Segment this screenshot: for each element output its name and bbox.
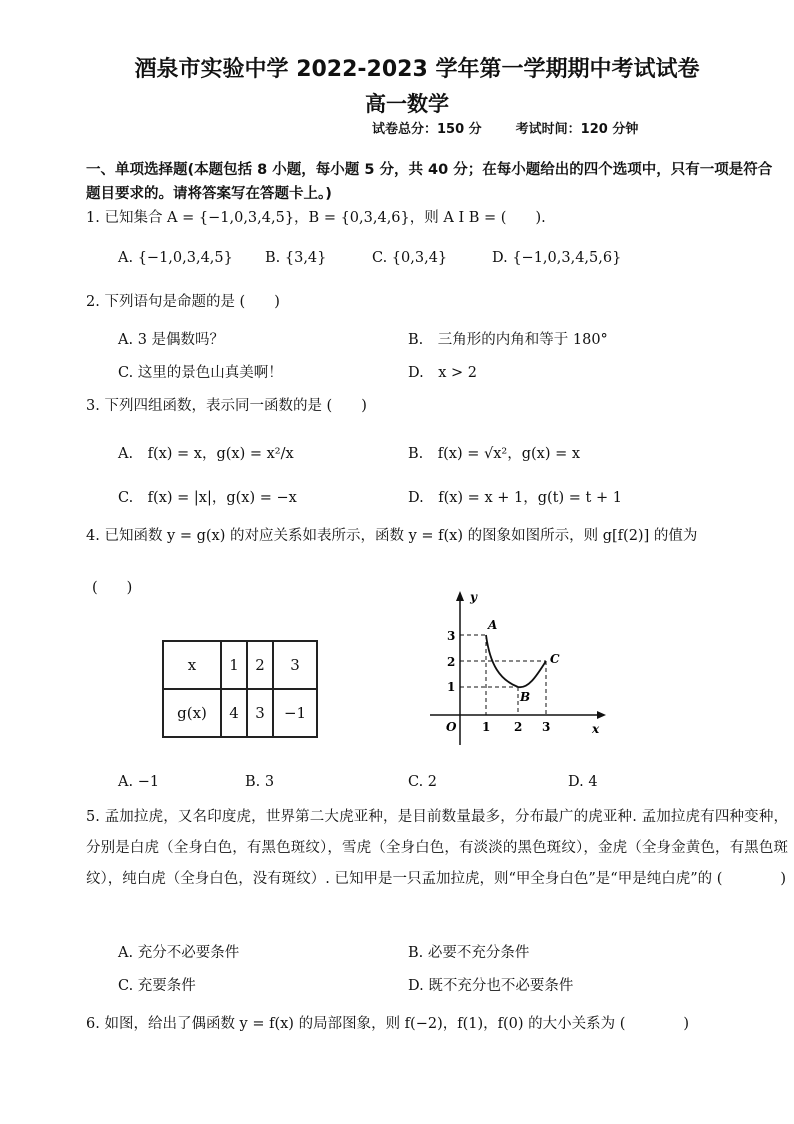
section-heading: 一、单项选择题(本题包括 8 小题，每小题 5 分，共 40 分；在每小题给出的四个选项中，只有一项是符合题目要求的。请将答案写在答题卡上。) [86,162,773,202]
table-cell: 3 [273,641,317,689]
q4-option-a: A. −1 [118,774,160,790]
q1-stem: 1. 已知集合 A = {−1,0,3,4,5}，B = {0,3,4,6}，则 A I B = ( ). [86,210,546,226]
origin-label: O [446,720,457,734]
q4-option-c: C. 2 [408,774,438,790]
y-tick-label: 3 [447,629,456,643]
exam-time: 考试时间：120 分钟 [515,122,639,137]
table-cell: 2 [247,641,273,689]
x-axis-label: x [592,722,600,736]
y-tick-label: 1 [447,680,456,694]
exam-meta [372,118,638,137]
q3-option-a: A. f(x) = x，g(x) = x²/x [118,446,294,462]
y-tick-label: 2 [447,655,456,669]
q2-stem: 2. 下列语句是命题的是 ( ) [86,294,280,310]
q1-option-b: B. {3,4} [265,250,327,266]
table-cell: 4 [221,689,247,737]
q4-option-b: B. 3 [245,774,275,790]
q3-option-d: D. f(x) = x + 1，g(t) = t + 1 [408,490,622,506]
q4-mapping-table [162,640,318,738]
point-label: B [520,690,531,704]
q5-text: 5. 孟加拉虎，又名印度虎，世界第二大虎亚种，是目前数量最多，分布最广的虎亚种. 孟加拉虎有四种变种，分别是白虎（全身白色，有黑色斑纹），雪虎（全身白色，有淡淡的黑色斑纹），金虎（全身金黄色，有黑色斑纹），纯白虎（全身白色，没有斑纹）. 已知甲是一只孟加拉虎，则“甲全身白色”是“甲是纯白虎”的 ( ) [86,809,788,887]
q4-answer-paren: ( ) [92,580,133,596]
exam-title: 酒泉市实验中学 2022-2023 学年第一学期期中考试试卷 [134,57,700,82]
point-label: A [488,618,498,632]
q1-option-d: D. {−1,0,3,4,5,6} [492,250,622,266]
table-row [163,689,317,737]
x-tick-label: 3 [542,720,551,734]
q6-stem: 6. 如图，给出了偶函数 y = f(x) 的局部图象，则 f(−2)，f(1)，f(0) 的大小关系为 ( ) [86,1016,690,1032]
y-axis-arrow [456,591,464,601]
table-cell: 3 [247,689,273,737]
q3-stem: 3. 下列四组函数，表示同一函数的是 ( ) [86,398,367,414]
table-cell: 1 [221,641,247,689]
point-label: C [550,652,560,666]
x-tick-label: 1 [482,720,491,734]
q5-option-a: A. 充分不必要条件 [118,945,240,961]
q1-option-a: A. {−1,0,3,4,5} [118,250,233,266]
q5-option-d: D. 既不充分也不必要条件 [408,978,574,994]
table-row [163,641,317,689]
q4-option-d: D. 4 [568,774,598,790]
q2-option-d: D. x > 2 [408,365,477,381]
q2-option-b: B. 三角形的内角和等于 180° [408,332,608,348]
q5-option-c: C. 充要条件 [118,978,196,994]
table-cell: g(x) [163,689,221,737]
subject-title: 高一数学 [365,92,449,116]
q1-option-c: C. {0,3,4} [372,250,448,266]
total-score: 试卷总分：150 分 [372,122,482,137]
x-tick-label: 2 [514,720,523,734]
q2-option-a: A. 3 是偶数吗？ [118,332,225,348]
q5-option-b: B. 必要不充分条件 [408,945,530,961]
q2-option-c: C. 这里的景色山真美啊！ [118,365,283,381]
q3-option-c: C. f(x) = |x|，g(x) = −x [118,490,297,506]
q4-stem: 4. 已知函数 y = g(x) 的对应关系如表所示，函数 y = f(x) 的图象如图所示，则 g[f(2)] 的值为 [86,528,698,544]
table-cell: x [163,641,221,689]
x-axis-arrow [597,711,606,719]
q4-function-graph [420,585,620,755]
table-cell: −1 [273,689,317,737]
q3-option-b: B. f(x) = √x²，g(x) = x [408,446,581,462]
guide-lines [460,635,546,715]
y-axis-label: y [470,590,477,604]
